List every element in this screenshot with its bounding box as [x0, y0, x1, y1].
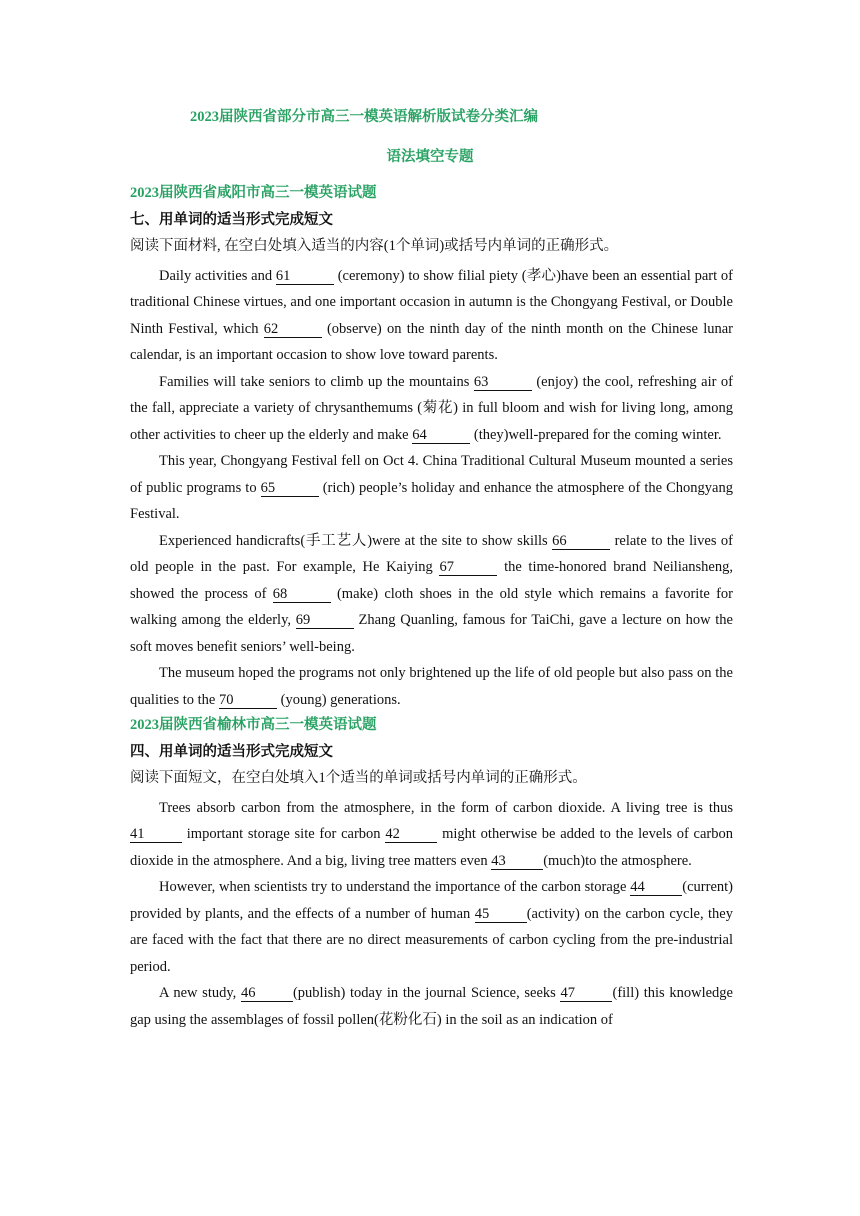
text-run: Trees absorb carbon from the atmosphere, in the form of carbon dioxide. A living tree is thus: [159, 799, 733, 816]
passage-paragraph: [130, 263, 733, 369]
instruction: 阅读下面短文，在空白处填入1个适当的单词或括号内单词的正确形式。: [130, 770, 587, 786]
blank-63: 63: [474, 375, 532, 391]
instruction: 阅读下面材料, 在空白处填入适当的内容(1个单词)或括号内单词的正确形式。: [130, 238, 619, 254]
passage-paragraph: [130, 369, 733, 449]
blank-47: 47: [560, 986, 612, 1002]
passage-paragraph: [130, 448, 733, 528]
blank-70: 70: [219, 693, 277, 709]
text-run: A new study,: [159, 985, 241, 1001]
passage-paragraph: [130, 874, 733, 980]
blank-69: 69: [296, 613, 354, 629]
text-run: Experienced handicrafts(手工艺人)were at the site to show skills: [159, 532, 553, 549]
section-source-title: 2023届陕西省榆林市高三一模英语试题: [130, 717, 377, 733]
text-run: Zhang Quanling, famous for TaiChi, gave a lecture on how the soft moves benefit seniors’ well-being.: [130, 612, 733, 655]
blank-41: 41: [130, 827, 182, 843]
blank-43: 43: [491, 854, 543, 870]
blank-66: 66: [552, 534, 610, 550]
document-title: 2023届陕西省部分市高三一模英语解析版试卷分类汇编: [190, 109, 538, 125]
blank-64: 64: [412, 428, 470, 444]
text-run: (rich) people’s holiday and enhance the atmosphere of the Chongyang Festival.: [130, 479, 733, 522]
text-run: (ceremony) to show filial piety (孝心)have been an essential part of traditional Chinese virtues, and one important occasion in autumn is the Chongyang Festival, or Double Ninth Festival, which: [130, 267, 733, 337]
document-subtitle: 语法填空专题: [386, 149, 474, 165]
text-run: might otherwise be added to the levels of carbon dioxide in the atmosphere. And a big, living tree matters even: [130, 826, 734, 869]
blank-65: 65: [261, 481, 319, 497]
passage-paragraph: [130, 660, 733, 713]
section-source-title: 2023届陕西省咸阳市高三一模英语试题: [130, 185, 377, 201]
question-title: 四、用单词的适当形式完成短文: [130, 743, 333, 760]
text-run: (make) cloth shoes in the old style which remains a favorite for walking among the elderly,: [130, 585, 733, 628]
question-title: 七、用单词的适当形式完成短文: [130, 211, 333, 228]
blank-42: 42: [385, 827, 437, 843]
text-run: This year, Chongyang Festival fell on Oct 4. China Traditional Cultural Museum mounted a series of public programs to: [130, 453, 733, 496]
text-run: (enjoy) the cool, refreshing air of the fall, appreciate a variety of chrysanthemums (菊花) in full bloom and wish for living long, among other activities to cheer up the elderly and make: [130, 373, 733, 443]
blank-62: 62: [264, 322, 322, 338]
text-run: (publish) today in the journal Science, seeks: [292, 985, 561, 1001]
text-run: (much)to the atmosphere.: [543, 852, 692, 869]
passage-paragraph: [130, 795, 733, 875]
passage-paragraph: [130, 980, 733, 1033]
blank-46: 46: [241, 986, 293, 1002]
text-run: The museum hoped the programs not only brightened up the life of old people but also pass on the qualities to the: [130, 665, 733, 708]
text-run: Daily activities and: [159, 267, 276, 284]
text-run: (observe) on the ninth day of the ninth month on the Chinese lunar calendar, is an important occasion to show love toward parents.: [130, 320, 733, 363]
blank-68: 68: [273, 587, 331, 603]
text-run: Families will take seniors to climb up the mountains: [159, 373, 474, 390]
text-run: (they)well-prepared for the coming winter.: [470, 426, 722, 443]
passage-paragraph: [130, 528, 733, 661]
text-run: important storage site for carbon: [182, 826, 386, 842]
blank-61: 61: [276, 269, 334, 285]
text-run: the time-honored brand Neiliansheng, showed the process of: [130, 559, 733, 602]
document-body: [130, 183, 733, 1033]
text-run: relate to the lives of old people in the past. For example, He Kaiying: [130, 532, 733, 575]
blank-67: 67: [439, 560, 497, 576]
blank-44: 44: [630, 880, 682, 896]
text-run: (activity) on the carbon cycle, they are faced with the fact that there are no direct measurements of carbon cycling from the pre-industrial period.: [130, 905, 733, 975]
text-run: (fill) this knowledge gap using the assemblages of fossil pollen(花粉化石) in the soil as an indication of: [130, 985, 733, 1028]
text-run: However, when scientists try to understand the importance of the carbon storage: [159, 879, 631, 895]
blank-45: 45: [475, 907, 527, 923]
text-run: (young) generations.: [277, 691, 401, 708]
text-run: (current) provided by plants, and the effects of a number of human: [130, 879, 733, 922]
